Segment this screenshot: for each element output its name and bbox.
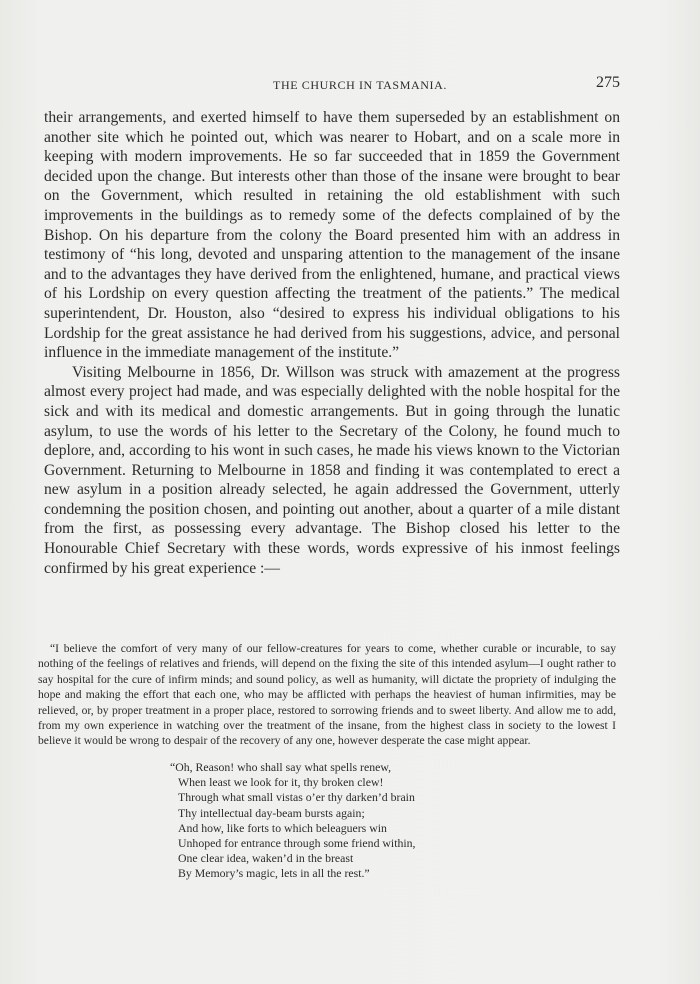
block-quotation [38,641,616,749]
poem-line: “Oh, Reason! who shall say what spells renew, [170,760,392,774]
poem-line: When least we look for it, thy broken clew! [178,775,384,790]
quotation-text: “I believe the comfort of very many of our fellow-creatures for years to come, whether curable or incurable, to say nothing of the feelings of relatives and friends, will depend on the fixing the site of this intended asylum—I ought rather to say hospital for the cure of infirm minds; and sound policy, as well as humanity, will dictate the propriety of indulging the hope and making the effort that each one, who may be afflicted with perhaps the heaviest of human infirmities, may be relieved, or, by proper treatment in a proper place, restored to sorrowing friends and to sweet liberty. And allow me to add, from my own experience in watching over the treatment of the insane, from the highest class in society to the lowest I believe it would be wrong to despair of the recovery of any one, however desperate the case might appear. [38,642,616,748]
page-number: 275 [596,74,620,91]
running-title: THE CHURCH IN TASMANIA. [273,78,447,92]
paragraph: their arrangements, and exerted himself to have them superseded by an establishment on another site which he pointed out, which was nearer to Hobart, and on a scale more in keeping with modern improvements. He so far succeeded that in 1859 the Government decided upon the change. But interests other than those of the insane were brought to bear on the Government, which resulted in retaining the old establishment with such improvements in the buildings as to remedy some of the defects complained of by the Bishop. On his departure from the colony the Board presented him with an address in testimony of “his long, devoted and unsparing attention to the management of the insane and to the advantages they have derived from the enlightened, humane, and practical views of his Lordship on every question affecting the treatment of the patients.” The medical superintendent, Dr. Houston, also “desired to express his individual obligations to his Lordship for the great assistance he had derived from his suggestions, advice, and personal influence in the immediate management of the institute.” [44,109,620,362]
paragraph: Visiting Melbourne in 1856, Dr. Willson was struck with amazement at the progress almost every project had made, and was especially delighted with the noble hospital for the sick and with its medical and domestic arrangements. But in going through the lunatic asylum, to use the words of his letter to the Secretary of the Colony, he found much to deplore, and, according to his wont in such cases, he made his views known to the Victorian Government. Returning to Melbourne in 1858 and finding it was contemplated to erect a new asylum in a position already selected, he again addressed the Government, utterly condemning the position chosen, and pointing out another, about a quarter of a mile distant from the first, as possessing every advantage. The Bishop closed his letter to the Honourable Chief Secretary with these words, words expressive of his inmost feelings confirmed by his great experience :— [44,363,620,577]
poem-line: Thy intellectual day-beam bursts again; [178,805,365,820]
body-text [44,108,620,578]
poem-line: One clear idea, waken’d in the breast [178,851,354,866]
poem-line: By Memory’s magic, lets in all the rest.” [178,866,370,881]
poem-stanza [170,760,498,882]
poem-line: Unhoped for entrance through some friend within, [178,836,416,851]
running-head [44,74,620,94]
poem-line: Through what small vistas o’er thy darken’d brain [178,790,415,805]
poem-line: And how, like forts to which beleaguers win [178,820,387,835]
